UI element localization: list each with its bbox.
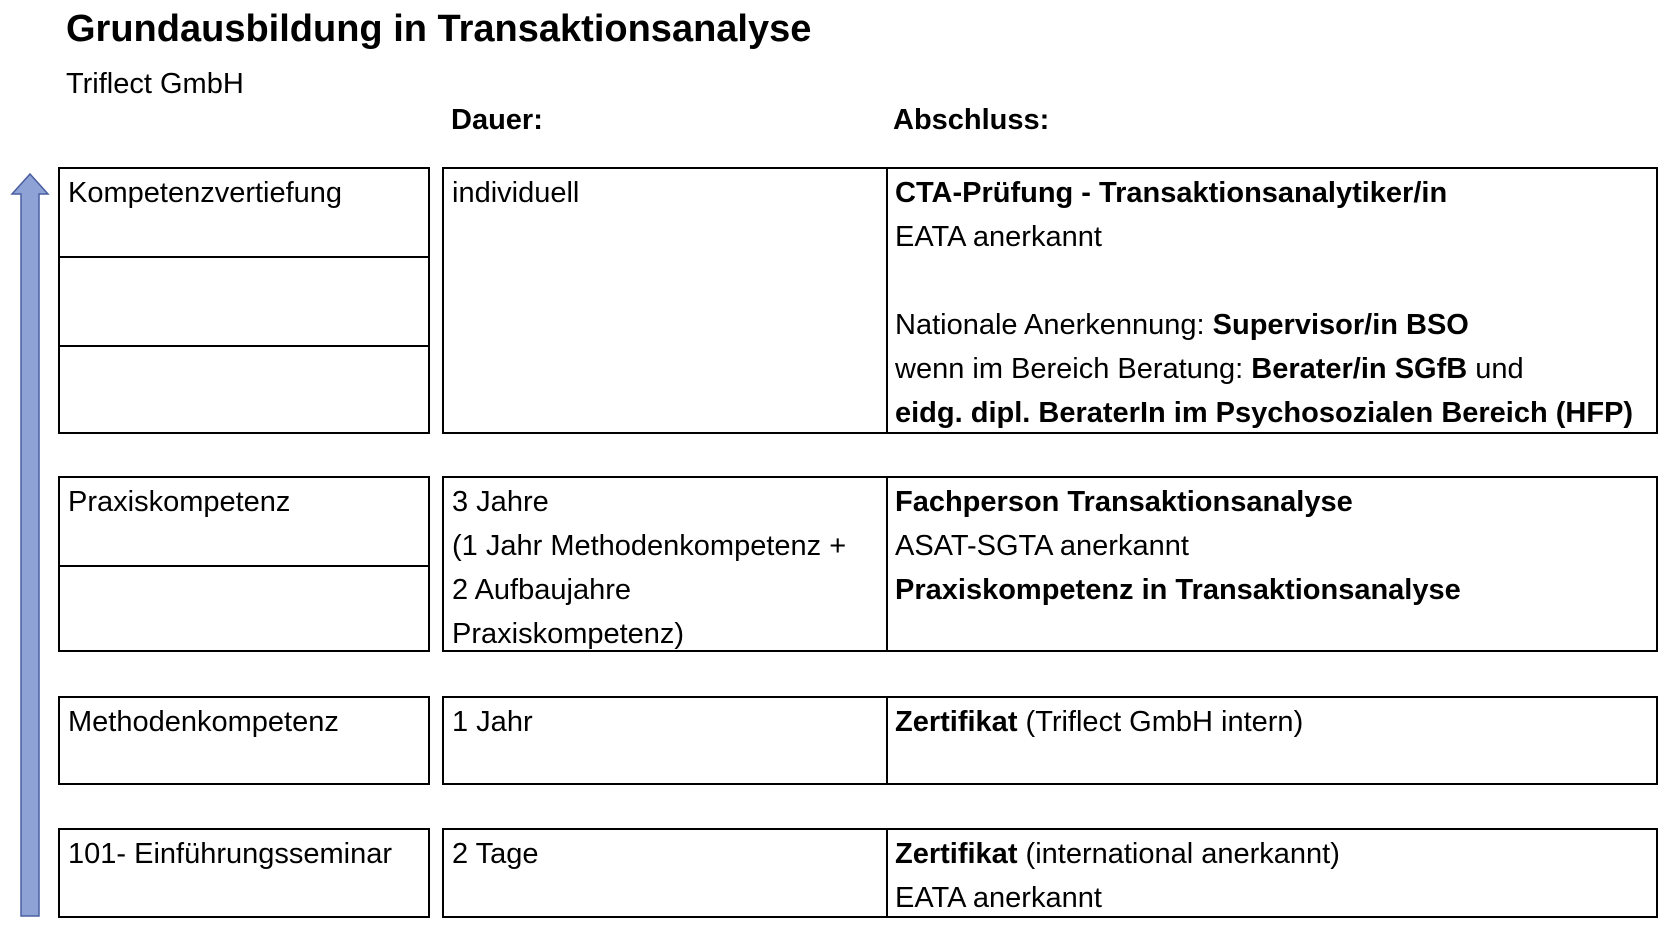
column-separator xyxy=(886,698,888,783)
level-divider xyxy=(60,565,428,567)
qualification-recognition: EATA anerkannt xyxy=(895,882,1102,914)
national-title: Supervisor/in BSO xyxy=(1212,309,1469,341)
qualification-text xyxy=(895,480,1461,612)
duration-line: (1 Jahr Methodenkompetenz + xyxy=(452,530,847,562)
duration-value: 1 Jahr xyxy=(452,706,533,738)
qualification-text xyxy=(895,171,1633,435)
page-title: Grundausbildung in Transaktionsanalyse xyxy=(66,8,812,50)
column-separator xyxy=(886,830,888,916)
duration-line: 3 Jahre xyxy=(452,486,549,518)
qualification-line xyxy=(895,832,1340,876)
progression-arrow-icon xyxy=(8,170,52,920)
national-prefix: Nationale Anerkennung: xyxy=(895,309,1213,341)
organization-name: Triflect GmbH xyxy=(66,68,244,100)
qualification-note: (Triflect GmbH intern) xyxy=(1017,706,1304,738)
level-divider xyxy=(60,256,428,258)
detail-box-praxiskompetenz xyxy=(442,476,1658,652)
detail-box-kompetenzvertiefung xyxy=(442,167,1658,434)
level-box-methodenkompetenz xyxy=(58,696,430,785)
counseling-suffix: und xyxy=(1467,353,1524,385)
counseling-title: Berater/in SGfB xyxy=(1251,353,1468,385)
qualification-national-line xyxy=(895,303,1633,347)
level-label: Praxiskompetenz xyxy=(68,486,291,518)
duration-value xyxy=(452,480,846,656)
qualification-federal-diploma: eidg. dipl. BeraterIn im Psychosozialen Bereich (HFP) xyxy=(895,397,1634,429)
level-label: 101- Einführungsseminar xyxy=(68,838,393,870)
level-box-kompetenzvertiefung xyxy=(58,167,430,434)
column-separator xyxy=(886,478,888,650)
qualification-title: Fachperson Transaktionsanalyse xyxy=(895,486,1353,518)
qualification-subtitle: Praxiskompetenz in Transaktionsanalyse xyxy=(895,574,1461,606)
duration-line: Praxiskompetenz) xyxy=(452,618,685,650)
counseling-prefix: wenn im Bereich Beratung: xyxy=(895,353,1252,385)
level-divider xyxy=(60,345,428,347)
progression-arrow-shape xyxy=(12,174,48,916)
level-box-praxiskompetenz xyxy=(58,476,430,652)
qualification-text xyxy=(895,700,1303,744)
duration-value: 2 Tage xyxy=(452,838,539,870)
spacer-line xyxy=(895,259,1633,303)
level-label: Kompetenzvertiefung xyxy=(68,177,343,209)
qualification-recognition: ASAT-SGTA anerkannt xyxy=(895,530,1189,562)
qualification-title: Zertifikat xyxy=(895,838,1018,870)
level-label: Methodenkompetenz xyxy=(68,706,339,738)
qualification-title: Zertifikat xyxy=(895,706,1018,738)
column-header-duration: Dauer: xyxy=(451,104,543,136)
column-header-qualification: Abschluss: xyxy=(893,104,1050,136)
level-box-einfuehrungsseminar xyxy=(58,828,430,918)
qualification-line xyxy=(895,700,1303,744)
qualification-title: CTA-Prüfung - Transaktionsanalytiker/in xyxy=(895,177,1448,209)
duration-value: individuell xyxy=(452,177,580,209)
qualification-recognition: EATA anerkannt xyxy=(895,221,1102,253)
detail-box-einfuehrungsseminar xyxy=(442,828,1658,918)
column-separator xyxy=(886,169,888,432)
duration-line: 2 Aufbaujahre xyxy=(452,574,631,606)
qualification-counseling-line xyxy=(895,347,1633,391)
qualification-note: (international anerkannt) xyxy=(1017,838,1340,870)
detail-box-methodenkompetenz xyxy=(442,696,1658,785)
qualification-text xyxy=(895,832,1340,920)
